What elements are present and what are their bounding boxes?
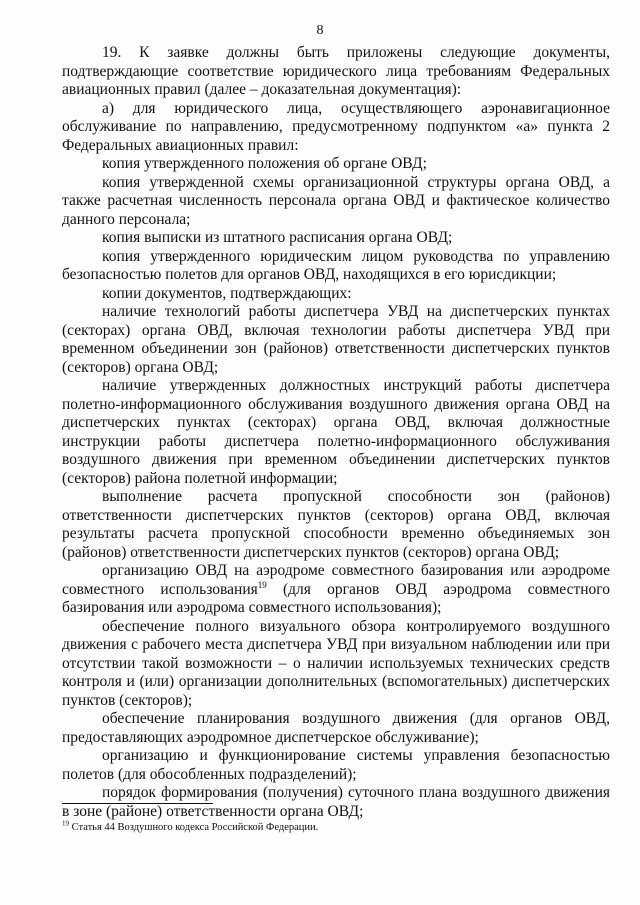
footnote-mark: 19 [62,819,69,828]
paragraph-safety-manual: копия утвержденного юридическим лицом руководства по управлению безопасностью полетов для органов ОВД, находящихся в его юрисдикции; [62,247,610,283]
paragraph-capacity-calculation: выполнение расчета пропускной способности зон (районов) ответственности диспетчерских пунктов (секторов) органа ОВД, включая результаты расчета пропускной способности временно объединяемых зон (районов) ответственности диспетчерских пунктов (секторов) органа ОВД; [62,488,610,561]
document-body [62,44,610,821]
paragraph-regulation-copy: копия утвержденного положения об органе ОВД; [102,155,427,172]
footnote-text: Статья 44 Воздушного кодекса Российской Федерации. [69,822,319,833]
paragraph-traffic-planning: обеспечение планирования воздушного движения (для органов ОВД, предоставляющих аэродромное диспетчерское обслуживание); [62,710,610,746]
paragraph-job-instructions: наличие утвержденных должностных инструкций работы диспетчера полетно-информационного обслуживания воздушного движения органа ОВД на диспетчерских пунктах (секторах) органа ОВД, включая должностные инструкции работы диспетчера полетно-информационного обслуживания воздушного движения при временном объединении диспетчерских пунктов (секторов) района полетной информации; [62,377,610,487]
paragraph-subitem-a: а) для юридического лица, осуществляющего аэронавигационное обслуживание по направлению, предусмотренному подпунктом «а» пункта 2 Федеральных авиационных правил: [62,99,610,154]
paragraph-daily-plan: порядок формирования (получения) суточного плана воздушного движения в зоне (районе) ответственности органа ОВД; [62,784,610,820]
paragraph-visual-overview: обеспечение полного визуального обзора контролируемого воздушного движения с рабочего места диспетчера УВД при визуальном наблюдении или при отсутствии такой возможности – о наличии используемых технических средств контроля и (или) организации дополнительных (вспомогательных) диспетчерских пунктов (секторов); [62,617,610,709]
page-number: 8 [316,23,324,38]
paragraph-atc-technologies: наличие технологий работы диспетчера УВД на диспетчерских пунктах (секторах) органа ОВД, включая технологии работы диспетчера УВД при временном объединении зон (районов) ответственности диспетчерских пунктов (секторов) органа ОВД; [62,303,610,376]
paragraph-org-structure: копия утвержденной схемы организационной структуры органа ОВД, а также расчетная численность персонала органа ОВД и фактическое количество данного персонала; [62,173,610,228]
joint-aerodrome-text-cont: (для органов ОВД аэродрома совместного базирования или аэродрома совместного использования); [62,580,610,616]
footnote [62,821,610,834]
paragraph-19-intro: 19. К заявке должны быть приложены следующие документы, подтверждающие соответствие юридического лица требованиям Федеральных авиационных правил (далее – доказательная документация): [62,44,610,98]
paragraph-staff-schedule: копия выписки из штатного расписания органа ОВД; [102,229,453,246]
joint-aerodrome-text: организацию ОВД на аэродроме совместного базирования или аэродроме совместного использования [62,562,610,598]
footnote-reference: 19 [257,579,267,590]
footnote-separator [62,803,213,804]
paragraph-joint-aerodrome [62,562,610,618]
paragraph-safety-management-system: организацию и функционирование системы управления безопасностью полетов (для обособленных подразделений); [62,747,610,783]
paragraph-documents-confirming: копии документов, подтверждающих: [102,284,352,302]
